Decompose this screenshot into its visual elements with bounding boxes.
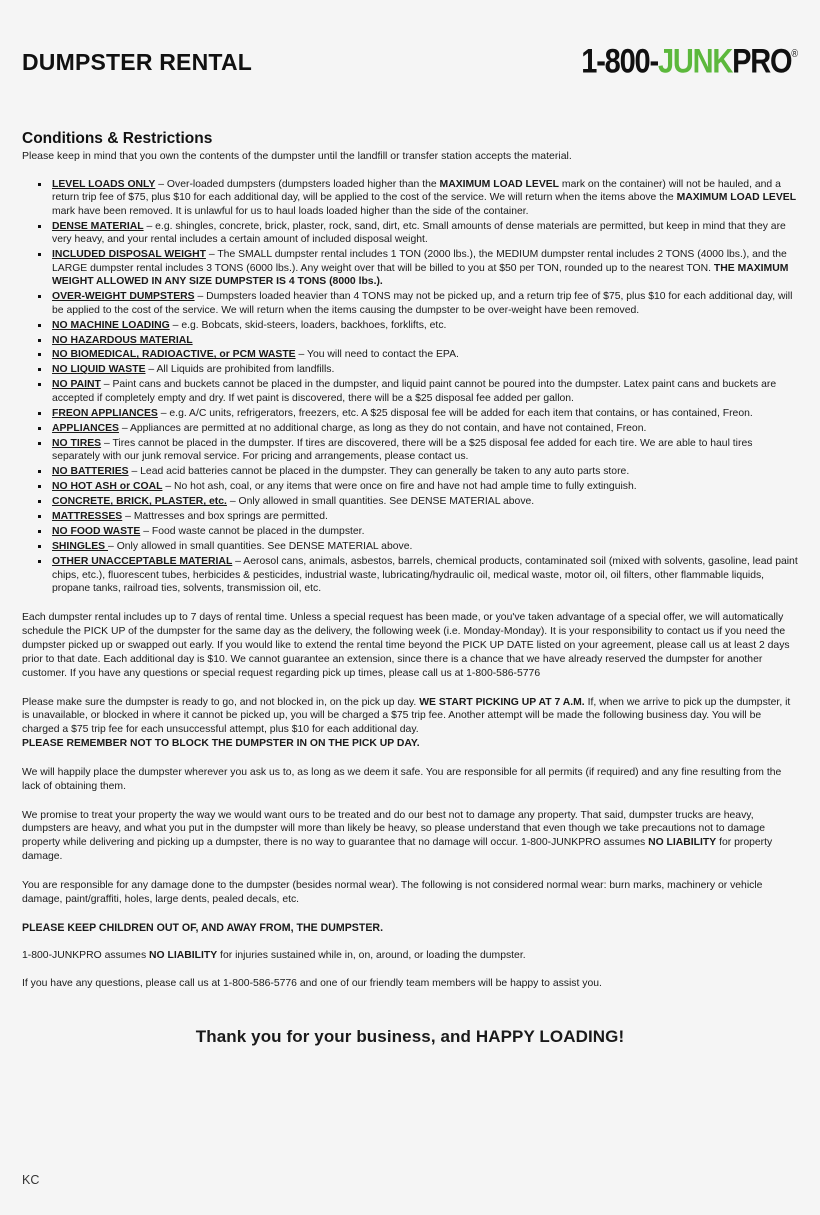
list-item — [34, 465, 798, 478]
condition-text: Food waste cannot be placed in the dumpster. — [151, 526, 365, 538]
condition-term: NO FOOD WASTE — [52, 526, 141, 538]
condition-dash: – — [232, 556, 244, 568]
logo-brand-junk: JUNK — [657, 43, 733, 81]
condition-term: SHINGLES — [52, 541, 109, 553]
condition-term: MATTRESSES — [52, 511, 123, 523]
condition-text: e.g. shingles, concrete, brick, plaster, rock, sand, dirt, etc. Small amounts of dense materials are permitted, but keep in mind that they are very heavy, and your rental includes a certain amount of included disposal weight. — [52, 220, 786, 246]
list-item — [34, 525, 798, 538]
closing-message: Thank you for your business, and HAPPY LOADING! — [195, 1027, 625, 1047]
logo-prefix: 1-800- — [581, 43, 658, 81]
injury-text-after: for injuries sustained while in, on, around, or loading the dumpster. — [217, 949, 526, 961]
condition-term: OTHER UNACCEPTABLE MATERIAL — [52, 556, 233, 568]
paragraph-placement: We will happily place the dumpster wherever you ask us to, as long as we deem it safe. You are responsible for all permits (if required) and any fine resulting from the lack of obtaining them. — [22, 766, 782, 792]
condition-text: e.g. A/C units, refrigerators, freezers, etc. A $25 disposal fee will be added for each item that contains, or has contained, Freon. — [169, 407, 753, 419]
company-logo — [581, 36, 798, 80]
injury-text-before: 1-800-JUNKPRO assumes — [22, 949, 150, 961]
condition-term: CONCRETE, BRICK, PLASTER, etc. — [52, 496, 227, 508]
initials-field: KC — [22, 1173, 40, 1187]
condition-dash: – — [162, 481, 175, 493]
list-item — [34, 555, 798, 595]
condition-term: NO LIQUID WASTE — [52, 364, 146, 376]
pickup-time-emphasis: WE START PICKING UP AT 7 A.M. — [419, 696, 585, 708]
list-item — [34, 480, 798, 493]
conditions-intro: Please keep in mind that you own the contents of the dumpster until the landfill or transfer station accepts the material. — [22, 150, 572, 162]
condition-text: Lead acid batteries cannot be placed in the dumpster. They can generally be taken to any auto parts store. — [140, 466, 630, 478]
condition-term: LEVEL LOADS ONLY — [52, 178, 156, 190]
condition-dash: – — [100, 379, 113, 391]
condition-term: NO BIOMEDICAL, RADIOACTIVE, or PCM WASTE — [52, 349, 296, 361]
condition-emphasis: MAXIMUM LOAD LEVEL — [439, 178, 560, 190]
condition-text: Only allowed in small quantities. See DENSE MATERIAL above. — [238, 496, 535, 508]
condition-term: FREON APPLIANCES — [52, 407, 158, 419]
condition-dash: – — [140, 526, 152, 538]
list-item — [34, 378, 798, 405]
condition-text: The SMALL dumpster rental includes 1 TON (2000 lbs.), the MEDIUM dumpster rental includes 2 TONS (4000 lbs.), and the LARGE dumpster rental includes 3 TONS (6000 lbs.). Any weight over that will be billed to you at $50 per TON, rounded up to the nearest TON. — [52, 249, 787, 274]
condition-text: Mattresses and box springs are permitted. — [133, 511, 328, 523]
condition-dash: – — [145, 364, 157, 376]
condition-text: You will need to contact the EPA. — [306, 349, 459, 361]
condition-emphasis: MAXIMUM LOAD LEVEL — [676, 192, 797, 204]
children-safety-notice: PLEASE KEEP CHILDREN OUT OF, AND AWAY FROM, THE DUMPSTER. — [22, 921, 384, 934]
list-item — [34, 422, 798, 435]
condition-dash: – — [169, 319, 182, 331]
pickup-text-after: If, when we arrive to pick up the dumpster, it is unavailable, or blocked in where it cannot be picked up, you will be charged a $75 trip fee. Another attempt will be made the following business day. You will be charged a $75 trip fee for each unsuccessful attempt, plus $10 for each additional day. — [22, 696, 791, 736]
condition-dash: – — [101, 437, 113, 449]
condition-text: e.g. Bobcats, skid-steers, loaders, backhoes, forklifts, etc. — [181, 319, 447, 331]
property-text-after: for property damage. — [22, 837, 773, 863]
list-item — [34, 319, 798, 332]
condition-dash: – — [157, 407, 170, 419]
condition-term: APPLIANCES — [52, 422, 119, 434]
condition-dash: – — [226, 496, 239, 508]
list-item — [34, 510, 798, 523]
list-item — [34, 348, 798, 361]
document-header — [22, 36, 798, 92]
condition-term: NO HAZARDOUS MATERIAL — [52, 334, 193, 346]
condition-text: Paint cans and buckets cannot be placed in the dumpster, and liquid paint cannot be poured into the dumpster. Latex paint cans and buckets are accepted if completely empty and dry. If wet paint is discovered, there will be a $25 disposal fee added per gallon. — [52, 379, 777, 404]
condition-term: NO MACHINE LOADING — [52, 319, 170, 331]
policy-paragraphs — [22, 611, 798, 991]
list-item — [34, 437, 798, 464]
paragraph-questions: If you have any questions, please call us at 1-800-586-5776 and one of our friendly team members will be happy to assist you. — [22, 978, 602, 990]
condition-term: NO HOT ASH or COAL — [52, 481, 163, 493]
paragraph-dumpster-damage: You are responsible for any damage done to the dumpster (besides normal wear). The following is not considered normal wear: burn marks, machinery or vehicle damage, paint/graffiti, holes, large dents, pealed decals, etc. — [22, 879, 763, 905]
condition-dash: – — [155, 178, 167, 190]
condition-term: INCLUDED DISPOSAL WEIGHT — [52, 249, 206, 261]
list-item — [34, 334, 798, 347]
property-liability-emphasis: NO LIABILITY — [648, 837, 717, 849]
conditions-list — [22, 178, 798, 596]
condition-text: mark on the container) will not be hauled, and a return trip fee of $75, plus $10 for each additional day, will be applied to the cost of the service. We will return when the items above the — [52, 178, 781, 204]
condition-dash: – — [143, 220, 156, 232]
condition-text: mark have been removed. It is unlawful for us to haul loads loaded higher than the side of the container. — [52, 205, 529, 217]
condition-dash: – — [194, 291, 207, 303]
condition-text: Tires cannot be placed in the dumpster. If tires are discovered, there will be a $25 disposal fee added for each tire. We are able to haul tires separately with our junk removal service. For pricing and arrangements, please contact us. — [52, 437, 753, 463]
pickup-reminder-emphasis: PLEASE REMEMBER NOT TO BLOCK THE DUMPSTER IN ON THE PICK UP DAY. — [22, 738, 420, 750]
condition-text: Only allowed in small quantities. See DENSE MATERIAL above. — [116, 541, 413, 553]
condition-text: Over-loaded dumpsters (dumpsters loaded higher than the — [166, 178, 440, 190]
list-item — [34, 290, 798, 317]
condition-dash: – — [295, 349, 307, 361]
property-text-before: We promise to treat your property the way we would want ours to be treated and do our best not to damage any property. That said, dumpster trucks are heavy, dumpsters are heavy, and what you put in the dumpster will more than likely be heavy, so please understand that even though we take precautions not to damage property while delivering and picking up a dumpster, there is no way to guarantee that no damage will occur. 1-800-JUNKPRO assumes — [22, 809, 765, 849]
list-item — [34, 220, 798, 247]
condition-dash: – — [128, 466, 141, 478]
paragraph-property-damage — [22, 809, 798, 864]
condition-dash: – — [122, 511, 134, 523]
condition-dash: – — [205, 249, 218, 261]
logo-brand-pro: PRO — [732, 43, 792, 81]
condition-text: Aerosol cans, animals, asbestos, barrels, chemical products, contaminated soil (mixed with solvents, gasoline, lead paint chips, etc.), fluorescent tubes, herbicides & pesticides, industrial waste, lubricating/hydraulic oil, medical waste, motor oil, oil filters, other flammable liquids, propane tanks, railroad ties, solvents, transmission oil, etc. — [52, 556, 798, 594]
condition-text: No hot ash, coal, or any items that were once on fire and have not had ample time to fully extinguish. — [174, 481, 637, 493]
list-item — [34, 248, 798, 288]
condition-emphasis: THE MAXIMUM WEIGHT ALLOWED IN ANY SIZE DUMPSTER IS 4 TONS (8000 lbs.). — [52, 262, 789, 288]
list-item — [34, 407, 798, 420]
injury-liability-emphasis: NO LIABILITY — [149, 949, 218, 961]
condition-term: NO PAINT — [52, 379, 101, 391]
pickup-text-before: Please make sure the dumpster is ready to go, and not blocked in, on the pick up day. — [22, 696, 420, 708]
condition-dash: – — [108, 541, 117, 553]
list-item — [34, 178, 798, 218]
list-item — [34, 363, 798, 376]
registered-trademark-icon: ® — [791, 47, 798, 60]
condition-term: DENSE MATERIAL — [52, 220, 144, 232]
condition-text: All Liquids are prohibited from landfills. — [156, 364, 335, 376]
list-item — [34, 540, 798, 553]
condition-dash: – — [118, 422, 130, 434]
page-title: DUMPSTER RENTAL — [22, 49, 253, 75]
paragraph-injury-liability — [22, 949, 798, 963]
condition-text: Dumpsters loaded heavier than 4 TONS may not be picked up, and a return trip fee of $75, plus $10 for each additional day, will be applied to the cost of the service. We will return when the items causing the dumpster to be over-weight have been removed. — [52, 291, 793, 316]
condition-text: Appliances are permitted at no additional charge, as long as they do not contain, and have not contained, Freon. — [129, 422, 647, 434]
paragraph-rental-time: Each dumpster rental includes up to 7 days of rental time. Unless a special request has been made, or you've taken advantage of a special offer, we will automatically schedule the PICK UP of the dumpster for the same day as the delivery, the following week (i.e. Monday-Monday). It is your responsibility to contact us if you need the dumpster picked up or swapped out early. If you would like to extend the rental time beyond the PICK UP DATE listed on your agreement, please call us at least 2 days prior to that date. Each additional day is $10. We cannot guarantee an extension, since there is a chance that we have already reserved the dumpster for another customer. If you have any questions or special request regarding pick up times, please call us at 1-800-586-5776 — [22, 612, 790, 679]
condition-term: NO BATTERIES — [52, 466, 129, 478]
condition-term: OVER-WEIGHT DUMPSTERS — [52, 291, 195, 303]
paragraph-pickup — [22, 696, 798, 751]
section-heading-conditions: Conditions & Restrictions — [22, 130, 213, 147]
condition-term: NO TIRES — [52, 437, 102, 449]
list-item — [34, 495, 798, 508]
